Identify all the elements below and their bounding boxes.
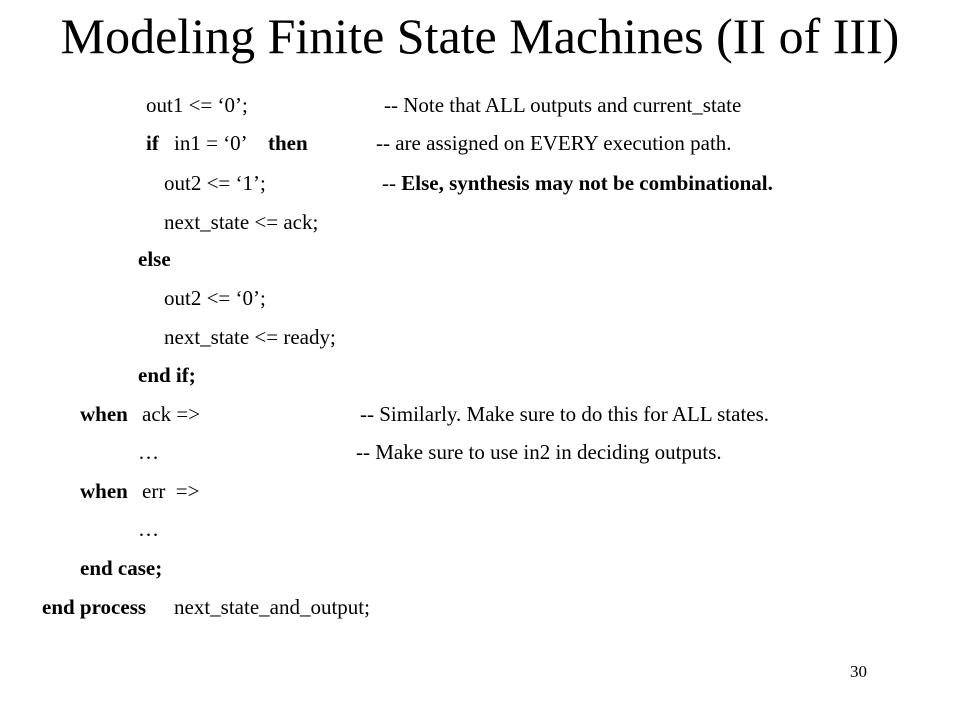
comment-use-in2: -- Make sure to use in2 in deciding outputs. — [356, 440, 722, 464]
code-if-condition: in1 = ‘0’ — [174, 131, 248, 155]
keyword-end-case: end case; — [80, 556, 163, 580]
keyword-when-err: when — [80, 479, 128, 503]
slide-title: Modeling Finite State Machines (II of III) — [60, 8, 900, 64]
code-when-err: err => — [142, 479, 200, 503]
comment-every-path: -- are assigned on EVERY execution path. — [376, 131, 732, 155]
keyword-else: else — [138, 247, 171, 271]
comment-all-states: -- Similarly. Make sure to do this for ALL states. — [360, 402, 770, 426]
keyword-end-if: end if; — [138, 363, 196, 387]
page-number: 30 — [850, 662, 867, 681]
code-line-out1: out1 <= ‘0’; — [146, 93, 248, 117]
code-line-out2-zero: out2 <= ‘0’; — [164, 286, 266, 310]
keyword-end-process: end process — [42, 595, 147, 619]
code-line-next-state-ack: next_state <= ack; — [164, 210, 319, 234]
code-when-ack: ack => — [142, 402, 201, 426]
keyword-then: then — [268, 131, 308, 155]
keyword-if: if — [146, 131, 159, 155]
comment-prefix: -- — [382, 171, 402, 195]
code-ellipsis-2: … — [138, 517, 159, 541]
code-line-out2-one: out2 <= ‘1’; — [164, 171, 266, 195]
keyword-when-ack: when — [80, 402, 128, 426]
comment-bold-text: Else, synthesis may not be combinational. — [401, 171, 773, 195]
code-ellipsis-1: … — [138, 440, 159, 464]
comment-outputs-assigned: -- Note that ALL outputs and current_state — [384, 93, 742, 117]
comment-synthesis-warning — [382, 170, 773, 196]
code-line-next-state-ready: next_state <= ready; — [164, 325, 336, 349]
code-process-name: next_state_and_output; — [174, 595, 370, 619]
